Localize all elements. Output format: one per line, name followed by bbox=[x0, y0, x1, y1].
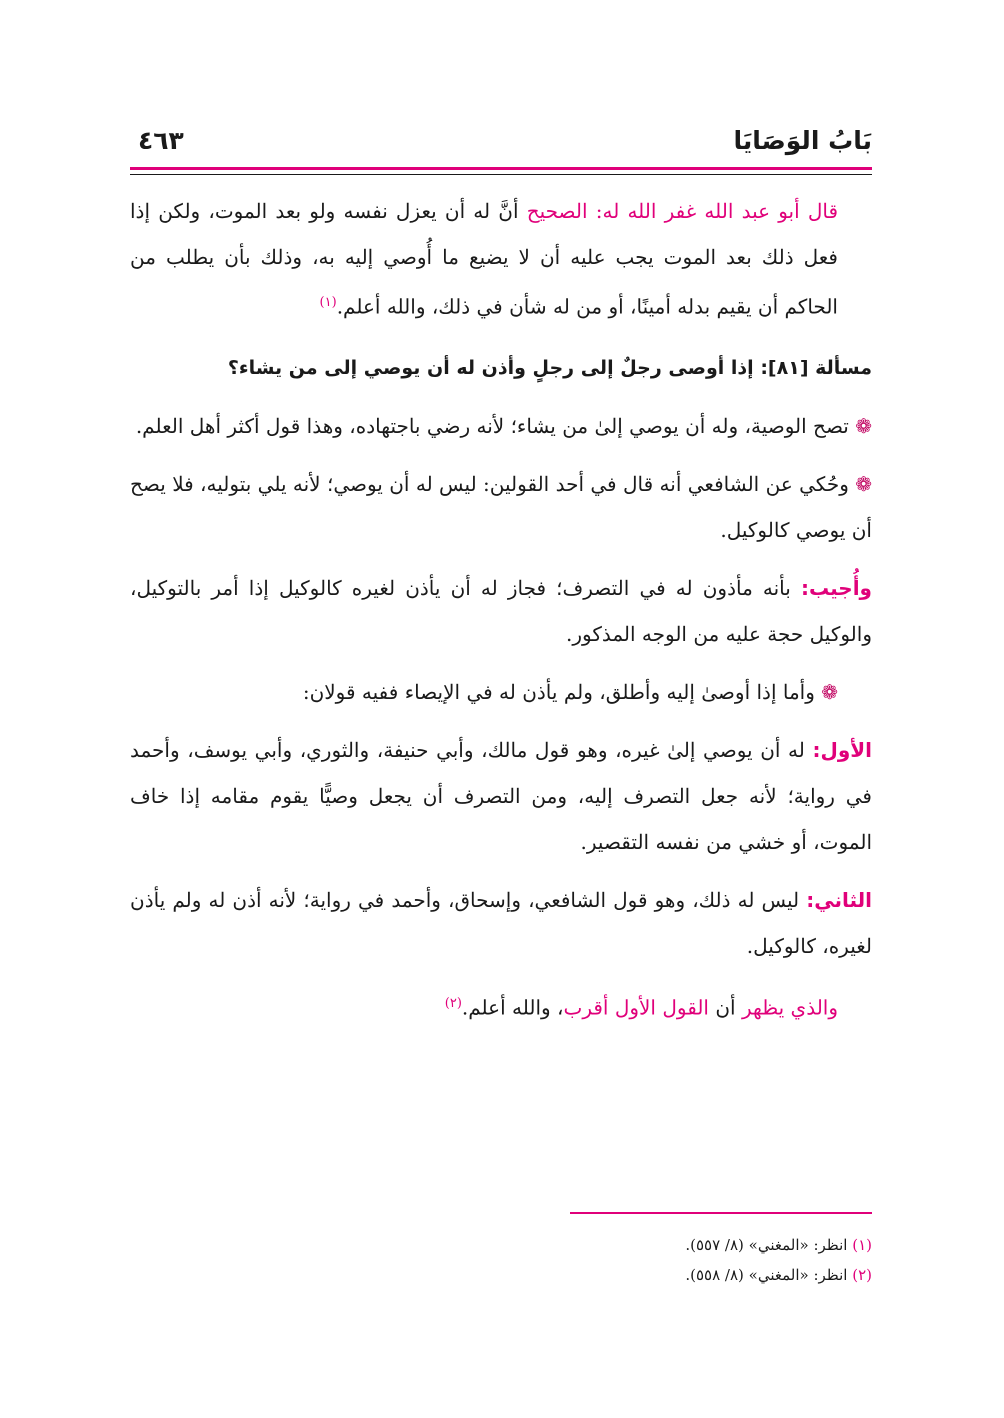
footnote-rule bbox=[570, 1212, 872, 1214]
paragraph-shafii-report: ❁ وحُكي عن الشافعي أنه قال في أحد القولين: ليس له أن يوصي؛ لأنه يلي بتوليه، فلا يصح أن يوصي كالوكيل. bbox=[130, 471, 872, 542]
body-text bbox=[130, 188, 872, 1030]
masala-label: مسألة [٨١]: bbox=[760, 356, 872, 379]
running-title: بَابُ الوَصَايَا bbox=[733, 126, 872, 155]
reply-label: وأُجيب: bbox=[800, 575, 872, 600]
paragraph-first-opinion: الأول: له أن يوصي إلىٰ غيره، وهو قول مالك، وأبي حنيفة، والثوري، وأبي يوسف، وأحمد في رواية؛ لأنه جعل التصرف إليه، ومن التصرف أن يجعل وصيًّا يقوم مقامه إذا خاف الموت، أو خشي من نفسه التقصير. bbox=[130, 737, 872, 854]
flower-ornament-icon: ❁ bbox=[855, 413, 872, 438]
masala-question: إذا أوصى رجلٌ إلى رجلٍ وأذن له أن يوصي إلى من يشاء؟ bbox=[227, 356, 761, 379]
page-header bbox=[130, 116, 872, 166]
footnote-1: (١) انظر: «المغني» (٨/ ٥٥٧). bbox=[685, 1236, 872, 1254]
page-number: ٤٦٣ bbox=[138, 126, 184, 155]
paragraph-author-opinion: قال أبو عبد الله غفر الله له: الصحيح أنَّ له أن يعزل نفسه ولو بعد الموت، ولكن إذا فعل ذلك بعد الموت يجب عليه أن لا يضيع ما أُوصي إليه به، وذلك بأن يطلب من الحاكم أن يقيم بدله أمينًا، أو من له شأن في ذلك، والله أعلم.$^{(١)}$ bbox=[130, 199, 839, 319]
flower-ornament-icon: ❁ bbox=[821, 679, 838, 704]
author-phrase: قال أبو عبد الله غفر الله له: bbox=[595, 199, 839, 223]
conclusion-phrase: والذي يظهر bbox=[741, 995, 838, 1020]
header-rule-thick bbox=[130, 167, 872, 170]
header-rule-thin bbox=[130, 174, 872, 175]
masala-heading bbox=[130, 344, 872, 391]
sahih-term: الصحيح bbox=[526, 199, 588, 223]
footnote-ref-1[interactable]: (١) bbox=[319, 295, 337, 310]
first-label: الأول: bbox=[812, 737, 872, 762]
second-label: الثاني: bbox=[806, 887, 872, 912]
footnote-ref-2[interactable]: (٢) bbox=[444, 995, 462, 1011]
paragraph-conclusion: والذي يظهر أن القول الأول أقرب، والله أعلم.$^{(٢)}$ bbox=[444, 995, 838, 1020]
footnote-2: (٢) انظر: «المغني» (٨/ ٥٥٨). bbox=[685, 1266, 872, 1284]
paragraph-reply: وأُجيب: بأنه مأذون له في التصرف؛ فجاز له أن يأذن لغيره كالوكيل إذا أمر بالتوكيل، والوكيل حجة عليه من الوجه المذكور. bbox=[130, 575, 872, 646]
preferred-opinion: القول الأول أقرب bbox=[563, 995, 709, 1020]
paragraph-two-opinions: ❁ وأما إذا أوصىٰ إليه وأطلق، ولم يأذن له في الإيصاء ففيه قولان: bbox=[302, 679, 838, 704]
flower-ornament-icon: ❁ bbox=[855, 471, 872, 496]
paragraph-valid-will: ❁ تصح الوصية، وله أن يوصي إلىٰ من يشاء؛ لأنه رضي باجتهاده، وهذا قول أكثر أهل العلم. bbox=[135, 413, 872, 438]
paragraph-second-opinion: الثاني: ليس له ذلك، وهو قول الشافعي، وإسحاق، وأحمد في رواية؛ لأنه أذن له ولم يأذن لغيره، كالوكيل. bbox=[130, 887, 872, 958]
footnotes bbox=[500, 1230, 872, 1290]
